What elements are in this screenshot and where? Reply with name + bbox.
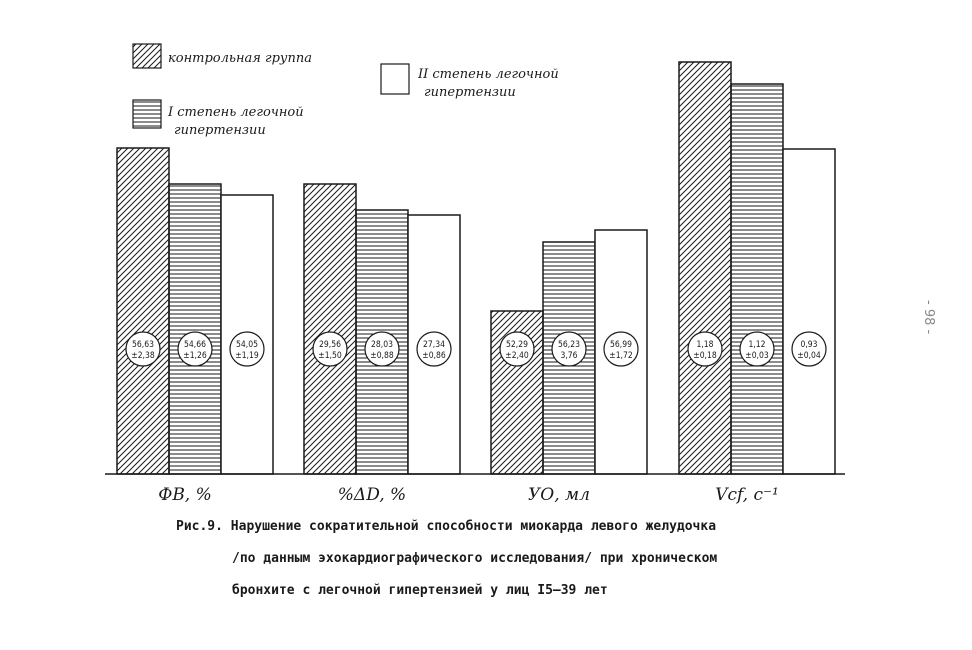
caption-line-3: бронхите с легочной гипертензией у лиц I5–39 лет	[232, 583, 608, 598]
data-label-1-2-error: ±1,26	[183, 351, 207, 361]
data-label-4-2-error: ±0,03	[745, 351, 769, 361]
x-tick-label-1: ФВ, %	[158, 485, 212, 505]
caption-line-1: Рис.9. Нарушение сократительной способности миокарда левого желудочка	[176, 519, 717, 534]
data-label-4-2-mean: 1,12	[748, 340, 766, 350]
data-label-2-2-error: ±0,88	[370, 351, 394, 361]
data-label-3-2-mean: 56,23	[558, 340, 580, 350]
legend-swatch-control	[133, 44, 161, 68]
data-label-4-1-mean: 1,18	[696, 340, 714, 350]
data-label-4-3-error: ±0,04	[797, 351, 821, 361]
data-label-2-1-mean: 29,56	[319, 340, 341, 350]
data-label-2-2-mean: 28,03	[371, 340, 393, 350]
x-tick-label-3: УО, мл	[528, 485, 590, 505]
x-tick-label-2: %ΔD, %	[337, 485, 407, 505]
legend-label-stage1-line1: I степень легочной	[168, 105, 304, 120]
legend-swatch-stage2	[381, 64, 409, 94]
data-label-4-3-mean: 0,93	[800, 340, 818, 350]
data-label-1-3-error: ±1,19	[235, 351, 259, 361]
data-label-2-3-mean: 27,34	[423, 340, 445, 350]
bar-2-series-1	[304, 184, 356, 474]
bar-4-series-3	[783, 149, 835, 474]
data-label-2-1-error: ±1,50	[318, 351, 342, 361]
data-label-3-3-error: ±1,72	[609, 351, 633, 361]
bar-1-series-1	[117, 148, 169, 474]
bar-4-series-1	[679, 62, 731, 474]
caption-line-2: /по данным эхокардиографического исследования/ при хроническом	[232, 551, 718, 566]
x-axis-labels	[158, 485, 779, 505]
bar-4-series-2	[731, 84, 783, 474]
data-label-3-2-error: 3,76	[560, 351, 578, 361]
page-number: - 98 -	[921, 300, 936, 335]
data-label-1-1-mean: 56,63	[132, 340, 154, 350]
data-label-3-1-error: ±2,40	[505, 351, 529, 361]
legend-swatch-stage1	[133, 100, 161, 128]
legend	[133, 44, 559, 138]
data-label-2-3-error: ±0,86	[422, 351, 446, 361]
x-tick-label-4: Vcf, c⁻¹	[715, 485, 779, 505]
data-label-4-1-error: ±0,18	[693, 351, 717, 361]
legend-label-control: контрольная группа	[168, 51, 312, 66]
bar-1-series-2	[169, 184, 221, 474]
legend-label-stage1-line2: гипертензии	[174, 123, 266, 138]
data-label-3-1-mean: 52,29	[506, 340, 528, 350]
data-label-1-2-mean: 54,66	[184, 340, 206, 350]
legend-label-stage2-line1: II степень легочной	[418, 67, 559, 82]
legend-label-stage2-line2: гипертензии	[424, 85, 516, 100]
data-label-1-1-error: ±2,38	[131, 351, 155, 361]
data-label-3-3-mean: 56,99	[610, 340, 632, 350]
data-label-1-3-mean: 54,05	[236, 340, 258, 350]
